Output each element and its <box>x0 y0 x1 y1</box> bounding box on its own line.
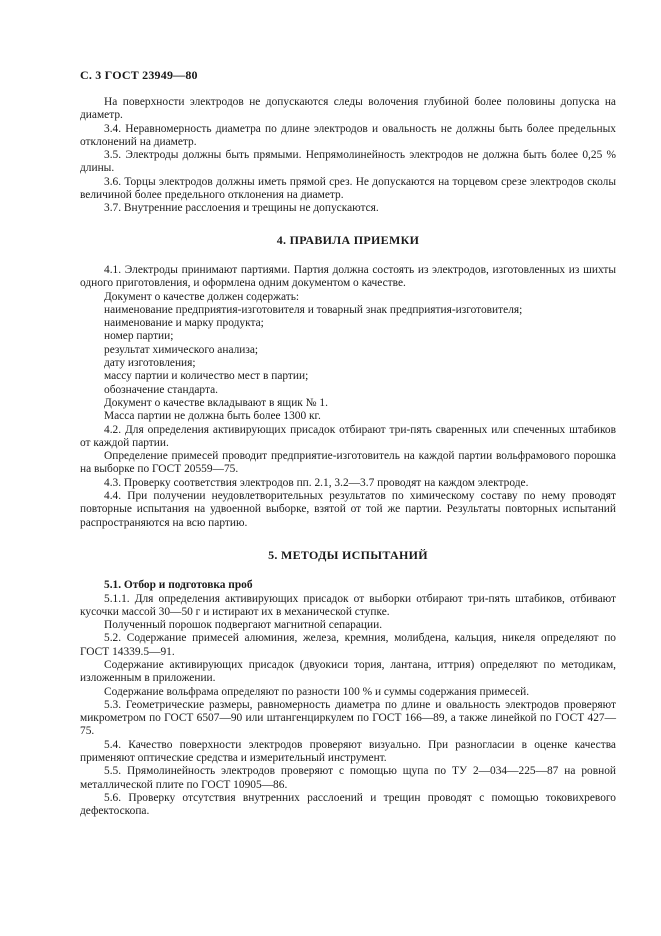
page-header: С. 3 ГОСТ 23949—80 <box>80 68 198 82</box>
paragraph: 5.3. Геометрические размеры, равномерность диаметра по длине и овальность электродов проверяют микрометром по ГОСТ 6507—90 или штангенциркулем по ГОСТ 166—89, а также линейкой по ГОСТ 427—75. <box>80 698 616 738</box>
list-item: массу партии и количество мест в партии; <box>104 370 309 383</box>
paragraph: Документ о качестве должен содержать: <box>104 290 300 303</box>
paragraph: Масса партии не должна быть более 1300 кг. <box>104 410 321 423</box>
paragraph: Содержание вольфрама определяют по разности 100 % и суммы содержания примесей. <box>104 685 530 698</box>
paragraph: На поверхности электродов не допускаются следы волочения глубиной более половины допуска на диаметр. <box>80 96 616 122</box>
paragraph: 3.6. Торцы электродов должны иметь прямой срез. Не допускаются на торцевом срезе электродов сколы величиной более предельного отклонения на диаметр. <box>80 175 616 202</box>
list-item: обозначение стандарта. <box>104 383 219 396</box>
section-title-test-methods: 5. МЕТОДЫ ИСПЫТАНИЙ <box>268 547 428 562</box>
paragraph: Определение примесей проводит предприятие-изготовитель на каждой партии вольфрамового порошка на выборке по ГОСТ 20559—75. <box>80 450 616 476</box>
paragraph: 4.2. Для определения активирующих присадок отбирают три-пять сваренных или спеченных штабиков от каждой партии. <box>80 423 616 449</box>
paragraph: 3.5. Электроды должны быть прямыми. Непрямолинейность электродов не должна быть более 0,25 % длины. <box>80 149 616 175</box>
paragraph: 5.1.1. Для определения активирующих присадок от выборки отбирают три-пять штабиков, отбивают кусочки массой 30—50 г и истирают их в механической ступке. <box>80 592 616 618</box>
paragraph: 5.5. Прямолинейность электродов проверяют с помощью щупа по ТУ 2—034—225—87 на ровной металлической плите по ГОСТ 10905—86. <box>80 765 616 791</box>
paragraph: 3.7. Внутренние расслоения и трещины не допускаются. <box>104 202 379 215</box>
paragraph: 4.4. При получении неудовлетворительных результатов по химическому составу по нему проводят повторные испытания на удвоенной выборке, взятой от той же партии. Результаты повторных испытаний распространяются на всю партию. <box>80 490 616 529</box>
paragraph: Содержание активирующих присадок (двуокиси тория, лантана, иттрия) определяют по методикам, изложенным в приложении. <box>80 658 616 685</box>
document-body <box>80 96 616 819</box>
list-item: наименование предприятия-изготовителя и товарный знак предприятия-изготовителя; <box>104 303 523 316</box>
paragraph: 3.4. Неравномерность диаметра по длине электродов и овальность не должны быть более предельных отклонений на диаметр. <box>80 122 616 148</box>
paragraph: 5.6. Проверку отсутствия внутренних расслоений и трещин проводят с помощью токовихревого дефектоскопа. <box>80 791 616 818</box>
paragraph: Полученный порошок подвергают магнитной сепарации. <box>104 619 383 632</box>
list-item: результат химического анализа; <box>104 343 259 356</box>
subsection-title: 5.1. Отбор и подготовка проб <box>104 579 253 592</box>
paragraph: 4.3. Проверку соответствия электродов пп. 2.1, 3.2—3.7 проводят на каждом электроде. <box>104 476 529 489</box>
paragraph: 5.2. Содержание примесей алюминия, железа, кремния, молибдена, кальция, никеля определяют по ГОСТ 14339.5—91. <box>80 632 616 658</box>
list-item: номер партии; <box>104 330 174 343</box>
list-item: наименование и марку продукта; <box>104 317 264 330</box>
paragraph: Документ о качестве вкладывают в ящик № 1. <box>104 396 328 409</box>
section-title-acceptance: 4. ПРАВИЛА ПРИЕМКИ <box>276 232 420 247</box>
paragraph: 5.4. Качество поверхности электродов проверяют визуально. При разногласии в оценке качества применяют оптические средства и измерительный инструмент. <box>80 738 616 765</box>
list-item: дату изготовления; <box>104 357 196 370</box>
paragraph: 4.1. Электроды принимают партиями. Партия должна состоять из электродов, изготовленных из шихты одного приготовления, и оформлена одним документом о качестве. <box>80 263 616 290</box>
